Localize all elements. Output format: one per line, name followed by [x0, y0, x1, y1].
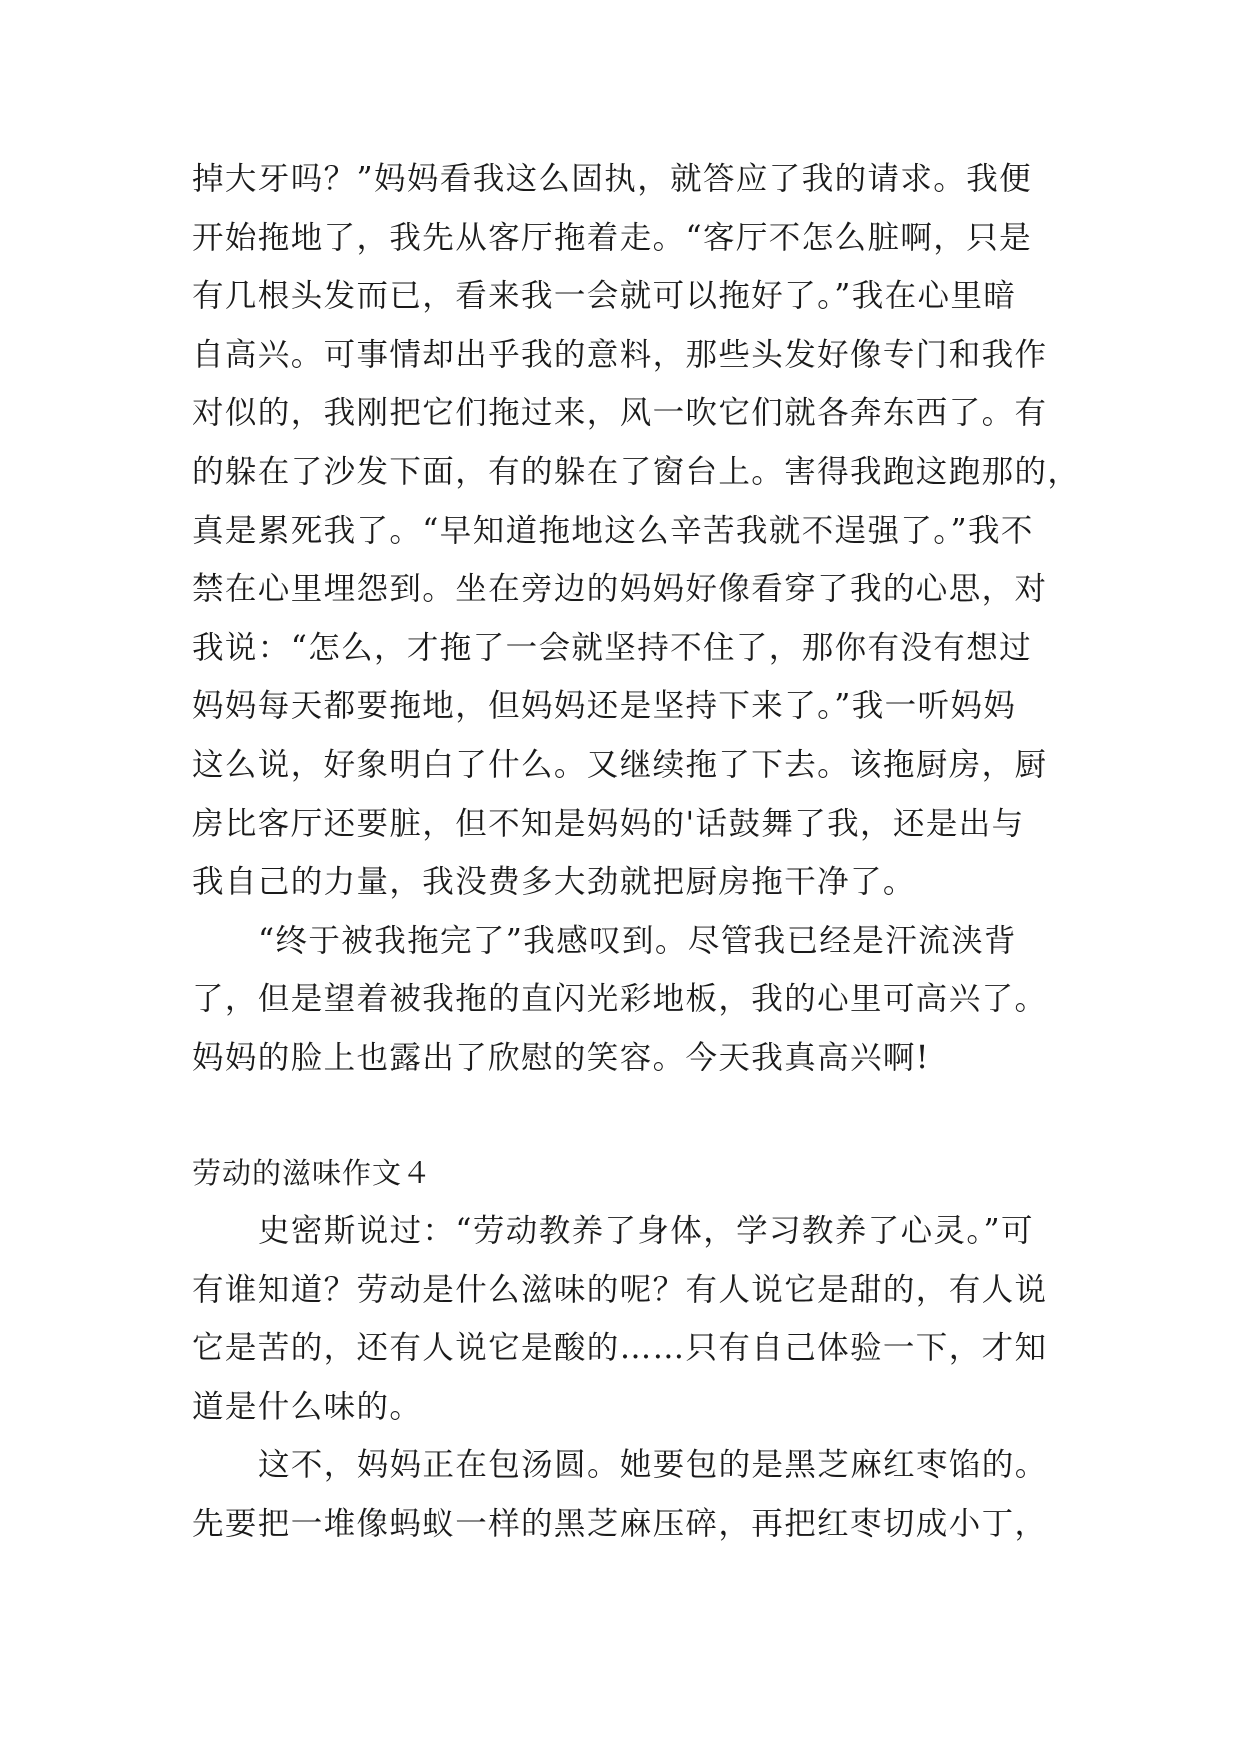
text-line: 妈妈每天都要拖地，但妈妈还是坚持下来了。”我一听妈妈 — [192, 688, 1017, 725]
text-line: 史密斯说过：“劳动教养了身体，学习教养了心灵。”可 — [258, 1213, 1034, 1250]
text-line: 先要把一堆像蚂蚁一样的黑芝麻压碎，再把红枣切成小丁， — [192, 1506, 1048, 1543]
paragraph — [192, 1202, 1072, 1436]
paragraph — [192, 912, 1072, 1088]
text-line: 对似的，我刚把它们拖过来，风一吹它们就各奔东西了。有 — [192, 395, 1048, 432]
text-line: 这么说，好象明白了什么。又继续拖了下去。该拖厨房，厨 — [192, 746, 1048, 783]
text-line: 真是累死我了。“早知道拖地这么辛苦我就不逞强了。”我不 — [192, 512, 1034, 549]
text-line: 房比客厅还要脏，但不知是妈妈的'话鼓舞了我，还是出与 — [192, 805, 1025, 842]
text-line: 禁在心里埋怨到。坐在旁边的妈妈好像看穿了我的心思，对 — [192, 571, 1048, 608]
text-line: 了，但是望着被我拖的直闪光彩地板，我的心里可高兴了。 — [192, 981, 1048, 1018]
text-line: 开始拖地了，我先从客厅拖着走。“客厅不怎么脏啊，只是 — [192, 219, 1033, 256]
document-page — [192, 150, 1081, 1554]
text-line: 它是苦的，还有人说它是酸的……只有自己体验一下，才知 — [192, 1330, 1048, 1367]
text-line: 有谁知道？劳动是什么滋味的呢？有人说它是甜的，有人说 — [192, 1271, 1048, 1308]
paragraph — [192, 1436, 1072, 1553]
section-heading: 劳动的滋味作文４ — [192, 1155, 433, 1190]
text-line: 我说：“怎么，才拖了一会就坚持不住了，那你有没有想过 — [192, 629, 1033, 666]
text-line: “终于被我拖完了”我感叹到。尽管我已经是汗流浃背 — [258, 922, 1017, 959]
text-line: 掉大牙吗？”妈妈看我这么固执，就答应了我的请求。我便 — [192, 161, 1033, 197]
text-line: 这不，妈妈正在包汤圆。她要包的是黑芝麻红枣馅的。 — [258, 1447, 1048, 1484]
text-line: 有几根头发而已，看来我一会就可以拖好了。”我在心里暗 — [192, 278, 1017, 315]
text-line: 道是什么味的。 — [192, 1388, 423, 1425]
text-line: 我自己的力量，我没费多大劲就把厨房拖干净了。 — [192, 864, 916, 901]
paragraph — [192, 150, 1081, 912]
text-line: 自高兴。可事情却出乎我的意料，那些头发好像专门和我作 — [192, 336, 1048, 373]
text-line: 妈妈的脸上也露出了欣慰的笑容。今天我真高兴啊! — [192, 1039, 930, 1076]
section-spacer — [192, 1088, 1072, 1144]
text-line: 的躲在了沙发下面，有的躲在了窗台上。害得我跑这跑那的， — [192, 453, 1081, 490]
